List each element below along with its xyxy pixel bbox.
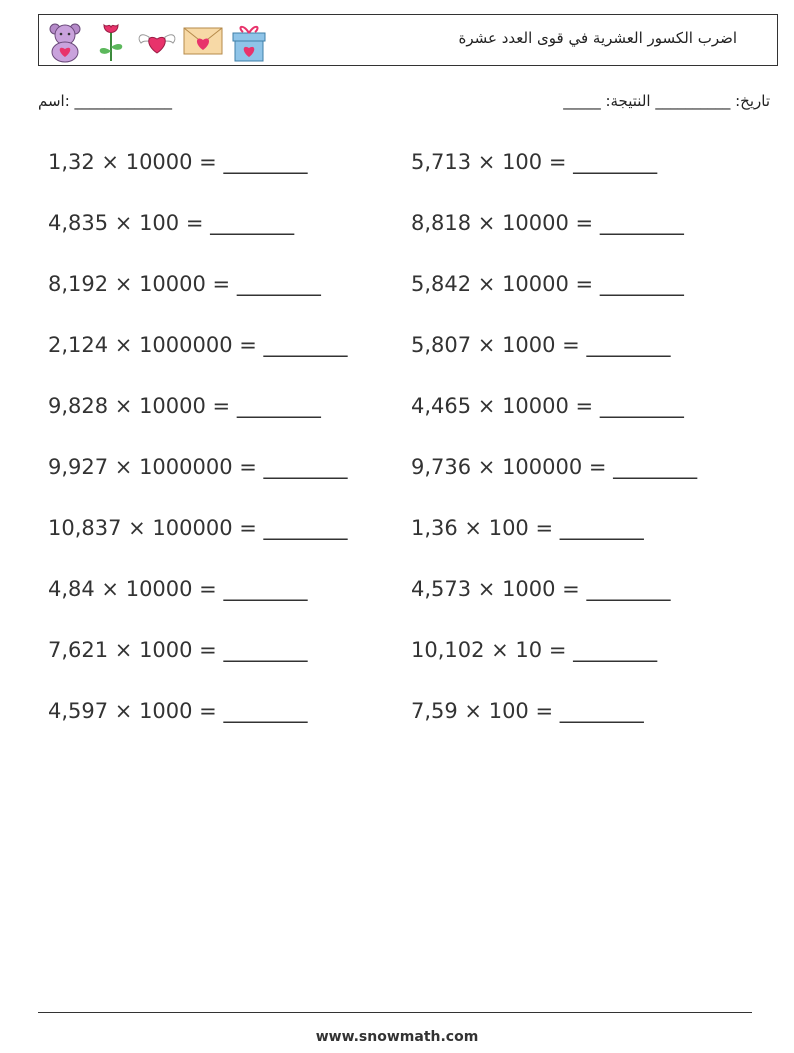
problem-right-5: 4,465 × 10000 = ________ <box>411 394 684 418</box>
problem-right-9: 10,102 × 10 = ________ <box>411 638 658 662</box>
winged-heart-icon <box>137 19 177 63</box>
teddy-bear-icon <box>45 19 85 63</box>
problem-left-1: 1,32 × 10000 = ________ <box>48 150 308 174</box>
footer-website: www.snowmath.com <box>315 1029 479 1045</box>
footer-divider <box>38 1012 752 1013</box>
header-box <box>38 14 778 66</box>
problem-right-7: 1,36 × 100 = ________ <box>411 516 644 540</box>
icon-strip <box>45 19 269 63</box>
problem-left-4: 2,124 × 1000000 = ________ <box>48 333 348 357</box>
problem-left-6: 9,927 × 1000000 = ________ <box>48 455 348 479</box>
love-letter-icon <box>183 19 223 63</box>
name-field: اسم: _____________ <box>38 92 173 110</box>
problem-right-4: 5,807 × 1000 = ________ <box>411 333 671 357</box>
rose-icon <box>91 19 131 63</box>
problem-right-3: 5,842 × 10000 = ________ <box>411 272 684 296</box>
worksheet-title: اضرب الكسور العشرية في قوى العدد عشرة <box>458 29 737 47</box>
problem-left-2: 4,835 × 100 = ________ <box>48 211 295 235</box>
problem-right-10: 7,59 × 100 = ________ <box>411 699 644 723</box>
problem-left-5: 9,828 × 10000 = ________ <box>48 394 321 418</box>
date-score-field: _____ :تاريخ: __________ النتيجة <box>563 92 770 110</box>
problem-left-3: 8,192 × 10000 = ________ <box>48 272 321 296</box>
problem-left-8: 4,84 × 10000 = ________ <box>48 577 308 601</box>
problem-left-10: 4,597 × 1000 = ________ <box>48 699 308 723</box>
problem-left-9: 7,621 × 1000 = ________ <box>48 638 308 662</box>
problem-right-1: 5,713 × 100 = ________ <box>411 150 658 174</box>
problem-left-7: 10,837 × 100000 = ________ <box>48 516 348 540</box>
problem-right-8: 4,573 × 1000 = ________ <box>411 577 671 601</box>
problem-right-6: 9,736 × 100000 = ________ <box>411 455 698 479</box>
problem-right-2: 8,818 × 10000 = ________ <box>411 211 684 235</box>
gift-box-icon <box>229 19 269 63</box>
